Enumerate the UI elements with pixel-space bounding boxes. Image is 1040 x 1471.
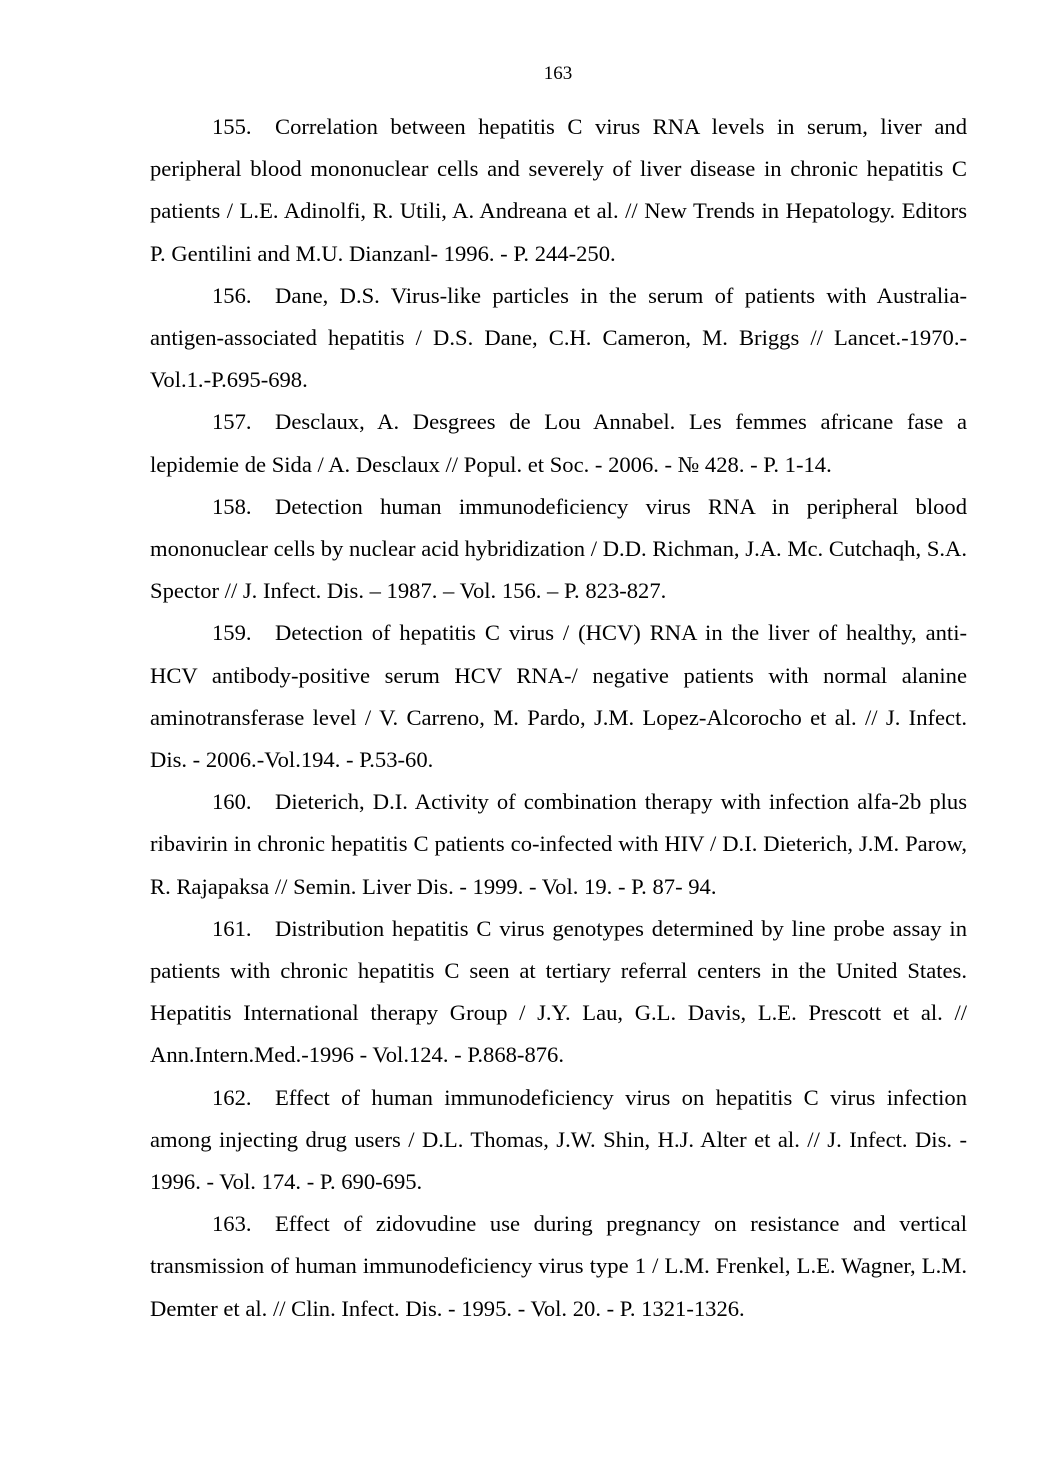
reference-text: Dieterich, D.I. Activity of combination therapy with infection alfa-2b plus ribavirin in chronic hepatitis C patients co-infected with HIV / D.I. Dieterich, J.M. Parow, R. Rajapaksa // Semin. Liver Dis. - 1999. - Vol. 19. - P. 87- 94. [150,789,967,899]
reference-number: 161. [212,915,252,941]
reference-text: Desclaux, A. Desgrees de Lou Annabel. Les femmes africane fase a lepidemie de Sida / A. Desclaux // Popul. et Soc. - 2006. - № 428. - P. 1-14. [150,409,967,477]
reference-item [150,781,967,908]
reference-item [150,275,967,402]
reference-list [150,106,967,1330]
reference-text: Correlation between hepatitis C virus RNA levels in serum, liver and peripheral blood mononuclear cells and severely of liver disease in chronic hepatitis C patients / L.E. Adinolfi, R. Utili, A. Andreana et al. // New Trends in Hepatology. Editors P. Gentilini and M.U. Dianzanl- 1996. - P. 244-250. [150,114,967,266]
reference-number: 157. [212,409,252,435]
reference-number: 158. [212,493,252,519]
page-number: 163 [543,63,573,84]
reference-number: 155. [212,114,252,139]
reference-number: 162. [212,1084,252,1110]
reference-number: 160. [212,789,252,815]
reference-number: 156. [212,282,252,308]
reference-item [150,1077,967,1204]
reference-number: 159. [212,620,252,646]
reference-item [150,401,967,485]
reference-item [150,612,967,781]
reference-number: 163. [212,1211,252,1237]
reference-item [150,486,967,613]
reference-text: Effect of human immunodeficiency virus on hepatitis C virus infection among injecting drug users / D.L. Thomas, J.W. Shin, H.J. Alter et al. // J. Infect. Dis. - 1996. - Vol. 174. - P. 690-695. [150,1084,967,1195]
reference-text: Detection human immunodeficiency virus RNA in peripheral blood mononuclear cells by nuclear acid hybridization / D.D. Richman, J.A. Mc. Cutchaqh, S.A. Spector // J. Infect. Dis. – 1987. – Vol. 156. – P. 823-827. [150,493,967,604]
reference-text: Detection of hepatitis C virus / (HCV) RNA in the liver of healthy, anti-HCV antibody-positive serum HCV RNA-/ negative patients with normal alanine aminotransferase level / V. Carreno, M. Pardo, J.M. Lopez-Alcorocho et al. // J. Infect. Dis. - 2006.-Vol.194. - P.53-60. [150,620,967,773]
reference-text: Dane, D.S. Virus-like particles in the serum of patients with Australia-antigen-associated hepatitis / D.S. Dane, C.H. Cameron, M. Briggs // Lancet.-1970.-Vol.1.-P.695-698. [150,282,967,393]
reference-text: Effect of zidovudine use during pregnancy on resistance and vertical transmission of human immunodeficiency virus type 1 / L.M. Frenkel, L.E. Wagner, L.M. Demter et al. // Clin. Infect. Dis. - 1995. - Vol. 20. - P. 1321-1326. [150,1211,967,1321]
reference-item [150,908,967,1077]
reference-item [150,1203,967,1330]
reference-text: Distribution hepatitis C virus genotypes determined by line probe assay in patients with chronic hepatitis C seen at tertiary referral centers in the United States. Hepatitis International therapy Group / J.Y. Lau, G.L. Davis, L.E. Prescott et al. // Ann.Intern.Med.-1996 - Vol.124. - P.868-876. [150,915,967,1068]
reference-item [150,106,967,275]
